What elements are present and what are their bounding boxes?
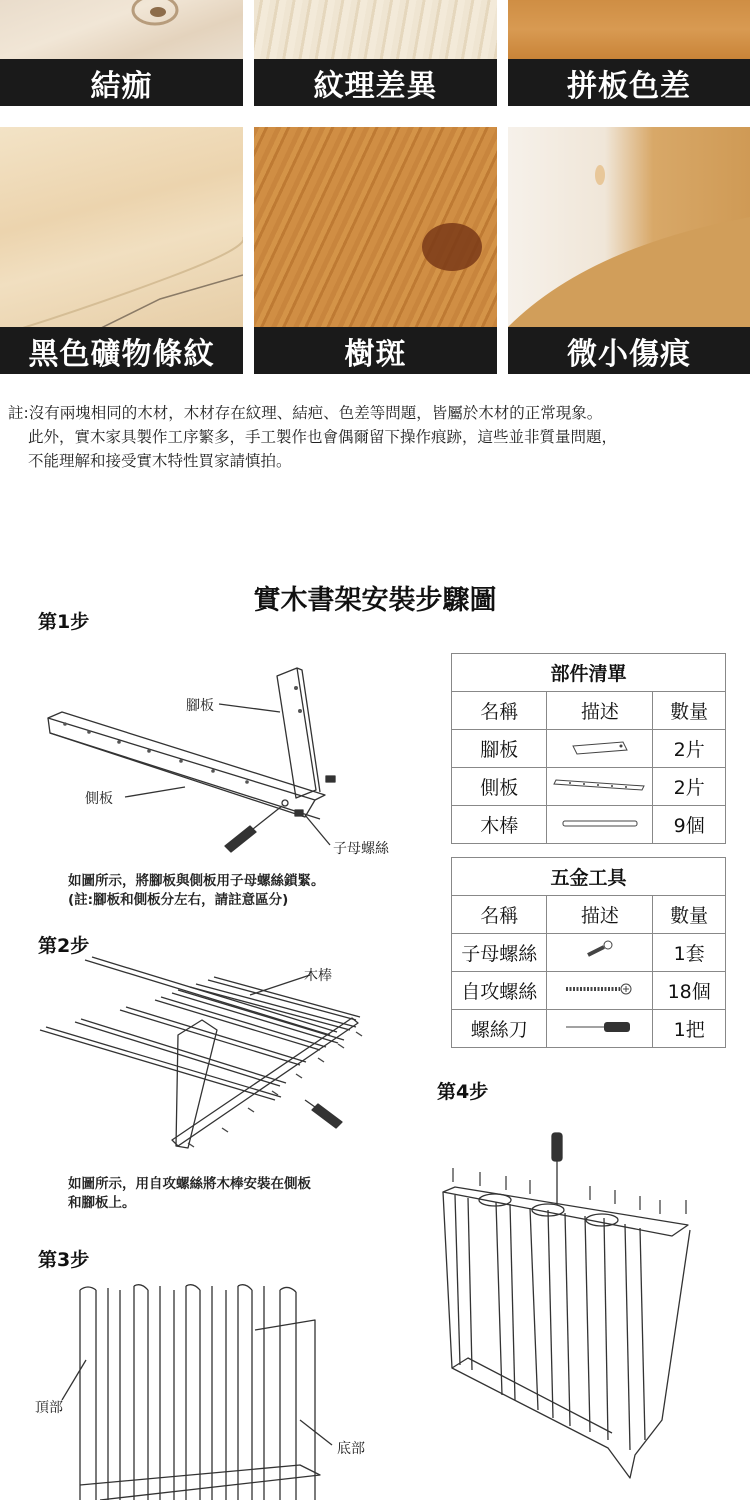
step3-assembly: [80, 1285, 320, 1500]
page-title: 實木書架安裝步驟圖: [253, 585, 497, 616]
step1-screwdriver: [225, 806, 282, 852]
foot-board-icon: [565, 736, 635, 756]
sample-label: 黑色礦物條紋: [0, 327, 243, 374]
screwdriver-icon: [560, 1019, 640, 1035]
rod-icon: [555, 817, 645, 831]
table-row: 腳板 2片: [452, 730, 726, 768]
step-1-heading: 第1步: [38, 611, 90, 633]
col-qty-header: 數量: [653, 896, 726, 934]
step4-screwdriver: [552, 1133, 562, 1205]
note-line: 不能理解和接受實木特性買家請慎拍。: [28, 452, 292, 470]
step4-assembly: [443, 1187, 690, 1478]
note-line: 註:沒有兩塊相同的木材，木材存在紋理、結疤、色差等問題，皆屬於木材的正常現象。: [8, 404, 603, 422]
step1-holes: [63, 686, 302, 784]
col-name-header: 名稱: [452, 692, 547, 730]
step-2-heading: 第2步: [38, 935, 90, 957]
step2-side-board: [172, 1018, 358, 1146]
callout-rod: 木棒: [304, 968, 332, 984]
step2-foot-board: [176, 1020, 217, 1148]
hardware-table: [451, 857, 726, 1048]
step-4-heading: 第4步: [437, 1081, 489, 1103]
hardware-table-title: 五金工具: [452, 858, 726, 896]
callout-top: 頂部: [35, 1400, 63, 1416]
parts-table: [451, 653, 726, 844]
callout-foot-board: 腳板: [186, 698, 214, 714]
barrel-nut-icon: [580, 939, 620, 961]
col-desc-header: 描述: [547, 692, 653, 730]
sample-label: 拼板色差: [508, 59, 750, 106]
sample-label: 微小傷痕: [508, 327, 750, 374]
step1-caption: 如圖所示，將腳板與側板用子母螺絲鎖緊。 (註:腳板和側板分左右，請註意區分): [68, 873, 325, 908]
step-3-heading: 第3步: [38, 1249, 90, 1271]
table-row: 子母螺絲 1套: [452, 934, 726, 972]
step1-foot-board: [277, 668, 320, 798]
table-row: 自攻螺絲 18個: [452, 972, 726, 1010]
sample-label: 樹斑: [254, 327, 497, 374]
parts-table-title: 部件清單: [452, 654, 726, 692]
step4-screws: [453, 1168, 686, 1214]
col-desc-header: 描述: [547, 896, 653, 934]
col-name-header: 名稱: [452, 896, 547, 934]
note-line: 此外，實木家具製作工序繁多，手工製作也會偶爾留下操作痕跡，這些並非質量問題，: [28, 428, 618, 446]
callout-bottom: 底部: [337, 1441, 365, 1457]
step2-screwdriver: [305, 1100, 342, 1128]
side-board-icon: [550, 774, 650, 794]
step2-caption: 如圖所示，用自攻螺絲將木棒安裝在側板 和腳板上。: [68, 1176, 311, 1211]
table-row: 螺絲刀 1把: [452, 1010, 726, 1048]
col-qty-header: 數量: [653, 692, 726, 730]
step2-screws: [188, 1032, 362, 1147]
table-row: 木棒 9個: [452, 806, 726, 844]
table-row: 側板 2片: [452, 768, 726, 806]
self-tapping-screw-icon: [560, 981, 640, 997]
sample-label: 紋理差異: [254, 59, 497, 106]
callout-screw: 子母螺絲: [333, 841, 389, 857]
callout-side-board: 側板: [85, 791, 113, 807]
sample-label: 結痂: [0, 59, 243, 106]
